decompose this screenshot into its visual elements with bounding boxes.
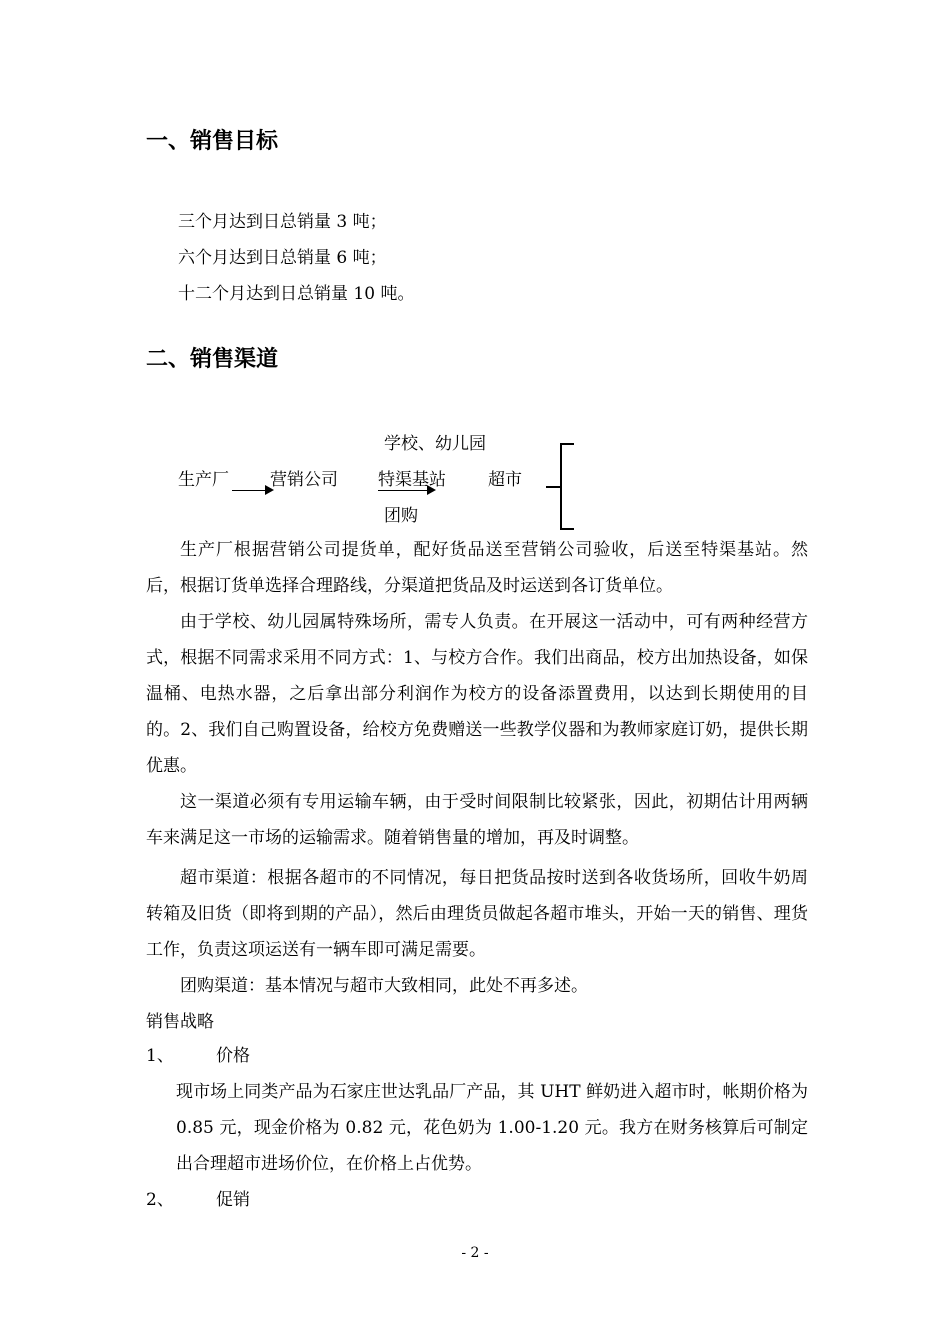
arrow-icon bbox=[232, 490, 272, 491]
bracket-bottom-tick bbox=[560, 528, 574, 530]
node-factory: 生产厂 bbox=[178, 470, 229, 490]
list-number: 2、 bbox=[146, 1190, 174, 1210]
target-item: 三个月达到日总销量 3 吨； bbox=[178, 212, 387, 232]
node-channel-station: 特渠基站 bbox=[378, 470, 446, 490]
list-label-promotion: 促销 bbox=[216, 1190, 250, 1210]
list-number: 1、 bbox=[146, 1046, 174, 1066]
section-heading-sales-channel: 二、销售渠道 bbox=[146, 347, 279, 372]
paragraph: 团购渠道：基本情况与超市大致相同，此处不再多述。 bbox=[180, 976, 588, 996]
list-label-price: 价格 bbox=[216, 1046, 250, 1066]
target-item: 六个月达到日总销量 6 吨； bbox=[178, 248, 387, 268]
paragraph: 生产厂根据营销公司提货单，配好货品送至营销公司验收，后送至特渠基站。然后，根据订货单选择合理路线，分渠道把货品及时运送到各订货单位。 bbox=[146, 540, 808, 596]
paragraph: 由于学校、幼儿园属特殊场所，需专人负责。在开展这一活动中，可有两种经营方式，根据不同需求采用不同方式：1、与校方合作。我们出商品，校方出加热设备，如保温桶、电热水器，之后拿出部分利润作为校方的设备添置费用，以达到长期使用的目的。2、我们自己购置设备，给校方免费赠送一些教学仪器和为教师家庭订奶，提供长期优惠。 bbox=[146, 612, 808, 776]
bracket-top-tick bbox=[560, 443, 574, 445]
arrow-icon bbox=[378, 490, 434, 491]
paragraph-price: 现市场上同类产品为石家庄世达乳品厂产品，其 UHT 鲜奶进入超市时，帐期价格为 0.85 元，现金价格为 0.82 元，花色奶为 1.00-1.20 元。我方在财务核算后可制定出合理超市进场价位，在价格上占优势。 bbox=[176, 1082, 808, 1174]
node-supermarket: 超市 bbox=[488, 470, 522, 490]
node-school: 学校、幼儿园 bbox=[384, 434, 486, 454]
section-heading-sales-target: 一、销售目标 bbox=[146, 129, 279, 154]
target-item: 十二个月达到日总销量 10 吨。 bbox=[178, 284, 415, 304]
strategy-title: 销售战略 bbox=[146, 1012, 214, 1032]
node-group-purchase: 团购 bbox=[384, 506, 418, 526]
node-marketing-company: 营销公司 bbox=[270, 470, 338, 490]
paragraph: 超市渠道：根据各超市的不同情况，每日把货品按时送到各收货场所，回收牛奶周转箱及旧货（即将到期的产品），然后由理货员做起各超市堆头，开始一天的销售、理货工作，负责这项运送有一辆车即可满足需要。 bbox=[146, 868, 808, 960]
page-number: - 2 - bbox=[461, 1245, 489, 1261]
bracket-connector bbox=[546, 486, 560, 488]
bracket-bar bbox=[560, 443, 562, 529]
paragraph: 这一渠道必须有专用运输车辆，由于受时间限制比较紧张，因此，初期估计用两辆车来满足这一市场的运输需求。随着销售量的增加，再及时调整。 bbox=[146, 792, 808, 848]
